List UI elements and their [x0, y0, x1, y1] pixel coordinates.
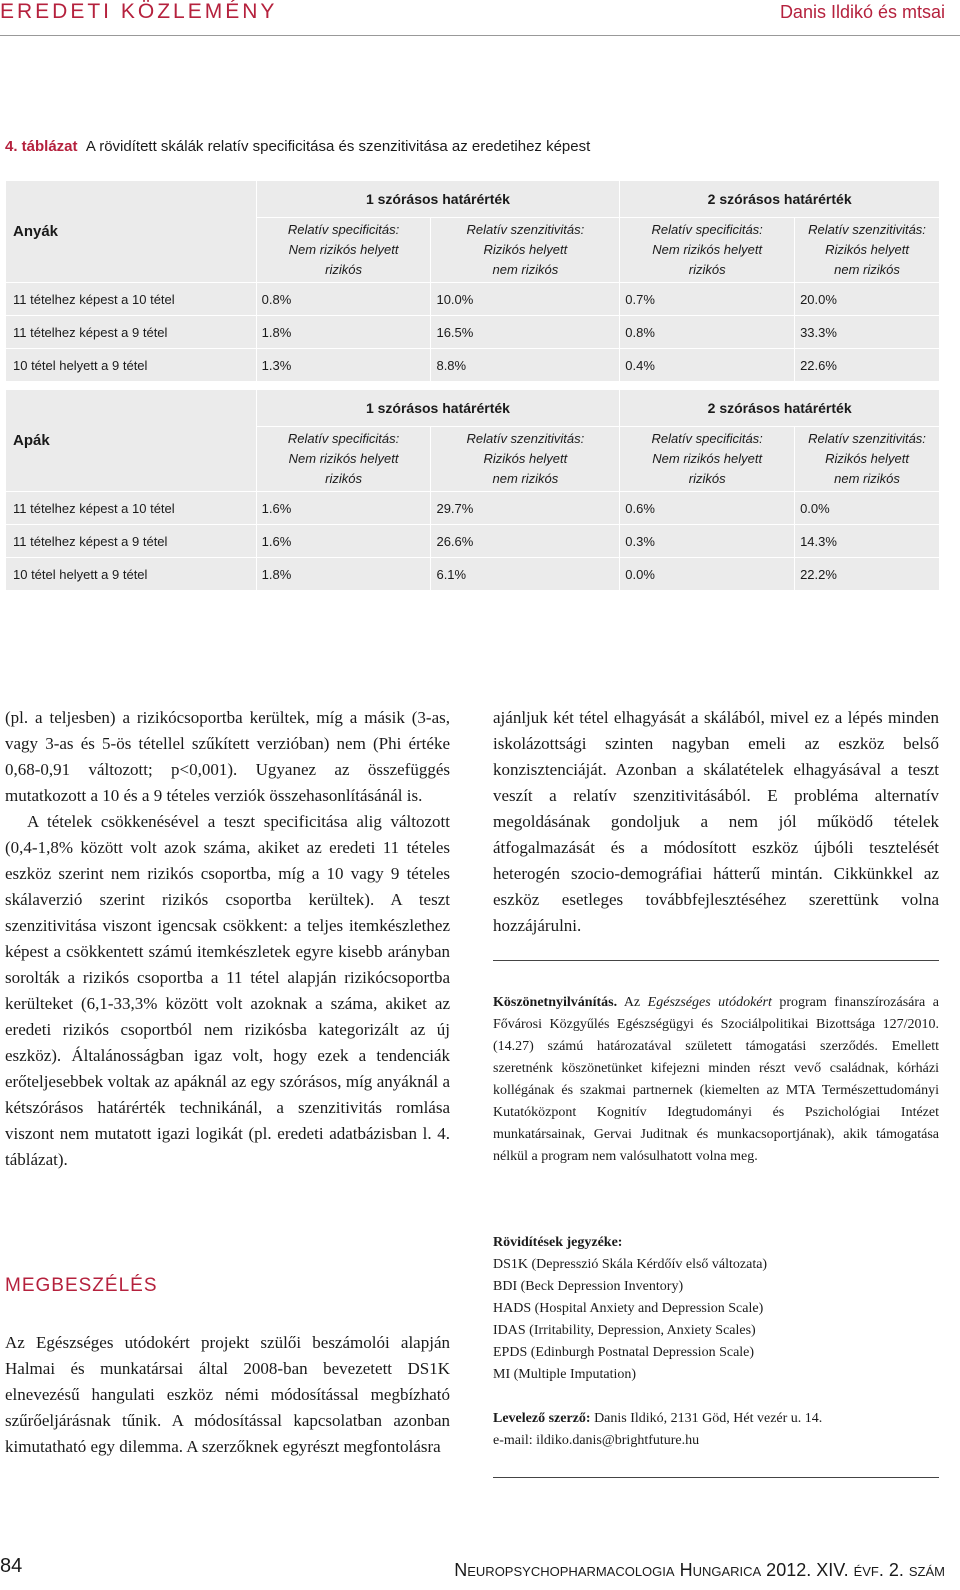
- paragraph: ajánljuk két tétel elhagyását a skálából, mivel ez a lépés minden iskolázottsági szinten nagyban emeli az eszköz belső konzisztenciáját. Azonban a skálatételek elhagyásával a teszt veszít a relatív szenzitivitásából. E probléma alternatív megoldásának gondoljuk a nem jól működő tételek átfogalmazását és a módosított eszköz újbóli tesztelését heterogén szocio-demográfiai hátterű mintán. Cikkünkkel az eszköz esetleges továbbfejlesztéséhez szerettünk volna hozzájárulni.: [493, 708, 939, 935]
- cell-value: 26.6%: [431, 525, 620, 558]
- acknowledgements: Köszönetnyilvánítás. Az Egészséges utódokért program finanszírozására a Fővárosi Közgyűlés Egészségügyi és Szociálpolitikai Bizottsága 127/2010. (14.27) számú határozatával született támogatási szerződés. Emellett szeretnénk köszönetünket kifejezni minden részt vevő családnak, kórházi kollégának és szakmai partnernek (kiemelten az MTA Természettudományi Kutatóközpont Kognitív Idegtudományi és Pszichológiai Intézet munkatársainak, Gervai Juditnak és munkacsoportjának), akik támogatása nélkül a program nem valósulhatott volna meg.: [493, 995, 939, 1164]
- table-caption-text: A rövidített skálák relatív specificitása és szenzitivitása az eredetihez képest: [85, 138, 591, 155]
- subheader-specificity: Relatív specificitás: Nem rizikós helyett rizikós: [256, 218, 431, 283]
- cell-value: 10.0%: [431, 283, 620, 316]
- cell-value: 1.8%: [256, 316, 431, 349]
- cell-value: 0.0%: [620, 558, 795, 591]
- cell-value: 22.2%: [795, 558, 940, 591]
- subheader-sensitivity: Relatív szenzitivitás: Rizikós helyett nem rizikós: [431, 427, 620, 492]
- cell-value: 22.6%: [795, 349, 940, 382]
- list-item: MI (Multiple Imputation): [493, 1367, 637, 1382]
- subheader-specificity: Relatív specificitás: Nem rizikós helyett rizikós: [620, 218, 795, 283]
- cell-value: 33.3%: [795, 316, 940, 349]
- row-label: 11 tételhez képest a 10 tétel: [6, 492, 257, 525]
- table-mothers: [5, 180, 940, 382]
- table-fathers: [5, 389, 940, 591]
- corr-address: Danis Ildikó, 2131 Göd, Hét vezér u. 14.: [590, 1411, 823, 1426]
- subheader-specificity: Relatív specificitás: Nem rizikós helyett rizikós: [256, 427, 431, 492]
- paragraph: Az Egészséges utódokért projekt szülői beszámolói alapján Halmai és munkatársai által 2008-ban bevezetett DS1K elnevezésű hangulati eszköz némi módosítással megbízható szűrőeljárásnak tűnik. A módosítással kapcsolatban azonban kimutatható egy dilemma. A szerzőknek egyrészt megfontolásra: [5, 1333, 450, 1456]
- group-header-2sd: 2 szórásos határérték: [620, 181, 940, 218]
- page-number: 84: [0, 1555, 23, 1577]
- table-row: [6, 525, 940, 558]
- cell-value: 20.0%: [795, 283, 940, 316]
- list-item: IDAS (Irritability, Depression, Anxiety Scales): [493, 1323, 756, 1338]
- corr-label: Levelező szerző:: [493, 1411, 591, 1426]
- paragraph: A tételek csökkenésével a teszt specificitása alig változott (0,4-1,8% között volt azok száma, akiket az eredeti 11 tételes eszköz szerint nem rizikós csoportba, míg a 10 vagy 9 tételes skálaverzió szerint rizikós csoportba kerültek). A teszt szenzitivitása viszont igencsak csökkent: a teljes itemkészlethez képest a csökkentett számú itemkészletek egyre kisebb arányban sorolták a rizikós csoportba a 11 tétel alapján rizikócsoportba kerülteket (6,1-33,3% között volt azoknak a száma, akiket az eredeti rizikós csoportból nem rizikósba kategorizált az új eszköz). Általánosságban igaz volt, hogy ezek a tendenciák erőteljesebbek voltak az apáknál az egy szórásos, míg anyáknál a kétszórásos határérték technikánál, a szenzitivitás romlása viszont nem mutatott igazi logikát (pl. eredeti adatbázisban l. 4. táblázat).: [5, 812, 450, 1169]
- section-label: Apák: [6, 390, 257, 492]
- group-header-1sd: 1 szórásos határérték: [256, 390, 620, 427]
- list-item: BDI (Beck Depression Inventory): [493, 1279, 684, 1294]
- divider: [493, 960, 939, 961]
- cell-value: 1.6%: [256, 492, 431, 525]
- row-label: 11 tételhez képest a 9 tétel: [6, 316, 257, 349]
- cell-value: 0.8%: [256, 283, 431, 316]
- list-item: HADS (Hospital Anxiety and Depression Scale): [493, 1301, 764, 1316]
- cell-value: 0.3%: [620, 525, 795, 558]
- subheader-specificity: Relatív specificitás: Nem rizikós helyett rizikós: [620, 427, 795, 492]
- abbreviations: [493, 1232, 939, 1386]
- table-row: [6, 349, 940, 382]
- table-row: [6, 316, 940, 349]
- header-rule: [0, 35, 960, 36]
- subheader-sensitivity: Relatív szenzitivitás: Rizikós helyett nem rizikós: [431, 218, 620, 283]
- cell-value: 6.1%: [431, 558, 620, 591]
- cell-value: 0.6%: [620, 492, 795, 525]
- group-header-1sd: 1 szórásos határérték: [256, 181, 620, 218]
- paragraph: (pl. a teljesben) a rizikócsoportba kerültek, míg a másik (3-as, vagy 3-as és 5-ös tétellel szűkített verzióban) nem (Phi értéke 0,68-0,91 változott; p<0,001). Ugyanez az összefüggés mutatkozott a 10 és a 9 tételes verziók összehasonlításánál is.: [5, 708, 450, 805]
- row-label: 11 tételhez képest a 9 tétel: [6, 525, 257, 558]
- section-label: Anyák: [6, 181, 257, 283]
- cell-value: 1.6%: [256, 525, 431, 558]
- subheader-sensitivity: Relatív szenzitivitás: Rizikós helyett nem rizikós: [795, 218, 940, 283]
- subheader-sensitivity: Relatív szenzitivitás: Rizikós helyett nem rizikós: [795, 427, 940, 492]
- abbr-title: Rövidítések jegyzéke:: [493, 1235, 623, 1250]
- cell-value: 0.0%: [795, 492, 940, 525]
- cell-value: 0.4%: [620, 349, 795, 382]
- right-column: [493, 705, 939, 939]
- cell-value: 0.7%: [620, 283, 795, 316]
- cell-value: 8.8%: [431, 349, 620, 382]
- table-caption: [5, 138, 590, 155]
- cell-value: 1.8%: [256, 558, 431, 591]
- section-heading-discussion: MEGBESZÉLÉS: [5, 1275, 158, 1296]
- group-header-2sd: 2 szórásos határérték: [620, 390, 940, 427]
- cell-value: 1.3%: [256, 349, 431, 382]
- list-item: EPDS (Edinburgh Postnatal Depression Scale): [493, 1345, 755, 1360]
- section-title: EREDETI KÖZLEMÉNY: [0, 0, 278, 23]
- corresponding-author: [493, 1408, 939, 1452]
- cell-value: 14.3%: [795, 525, 940, 558]
- divider: [493, 1477, 939, 1478]
- authors-running-head: Danis Ildikó és mtsai: [779, 2, 945, 22]
- ack-label: Köszönetnyilvánítás.: [493, 995, 618, 1010]
- table-row: [6, 283, 940, 316]
- table-row: [6, 492, 940, 525]
- project-name: Egészséges utódokért: [647, 995, 772, 1010]
- cell-value: 29.7%: [431, 492, 620, 525]
- row-label: 10 tétel helyett a 9 tétel: [6, 558, 257, 591]
- table-row: [6, 558, 940, 591]
- journal-name: Neuropsychopharmacologia Hungarica 2012. XIV. évf. 2. szám: [454, 1560, 945, 1580]
- row-label: 10 tétel helyett a 9 tétel: [6, 349, 257, 382]
- cell-value: 16.5%: [431, 316, 620, 349]
- discussion-text: [5, 1330, 450, 1460]
- cell-value: 0.8%: [620, 316, 795, 349]
- list-item: DS1K (Depresszió Skála Kérdőív első változata): [493, 1257, 768, 1272]
- ack-text: program finanszírozására a Fővárosi Közgyűlés Egészségügyi és Szociálpolitikai Bizottsága 127/2010. (14.27) számú határozatával született támogatási szerződés. Emellett szeretnénk köszönetünket kifejezni minden részt vevő családnak, kórházi kollégának és szakmai partnernek (kiemelten az MTA Természettudományi Kutatóközpont Kognitív Idegtudományi és Pszichológiai Intézet munkatársainak, Gervai Juditnak és munkacsoportjának), akik támogatása nélkül a program nem valósulhatott volna meg.: [493, 995, 939, 1164]
- left-column: [5, 705, 450, 1173]
- table-caption-label: 4. táblázat: [5, 138, 78, 155]
- row-label: 11 tételhez képest a 10 tétel: [6, 283, 257, 316]
- email: e-mail: ildiko.danis@brightfuture.hu: [493, 1433, 700, 1448]
